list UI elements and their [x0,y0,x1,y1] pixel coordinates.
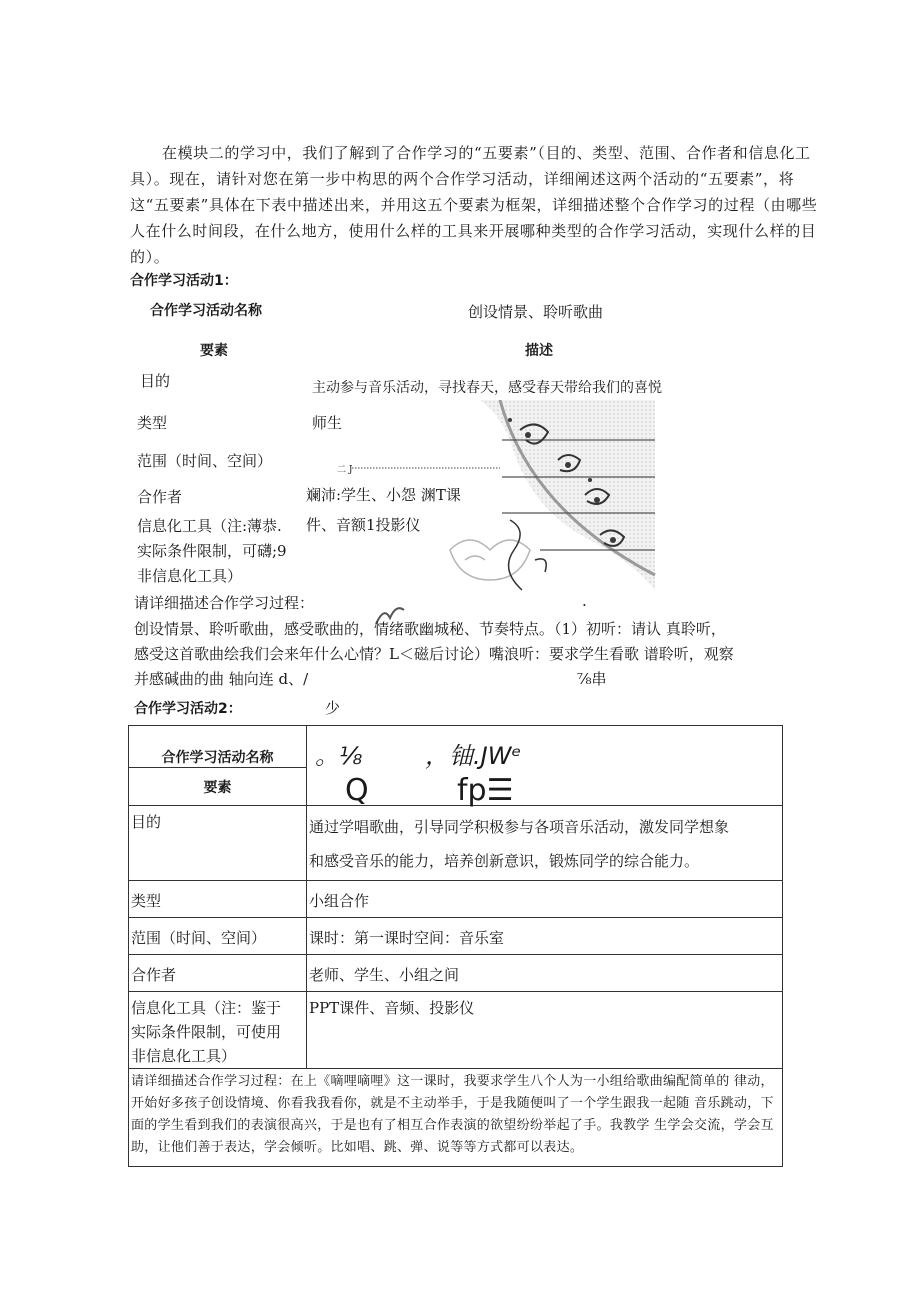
activity2-col-element: 要素 [203,779,232,796]
activity1-type-value: 师生 [312,414,343,432]
activity2-process-text: 请详细描述合作学习过程：在上《嘀哩嘀哩》这一课时，我要求学生八个人为一小组给歌曲编配简单的 律动，开始好多孩子创设情境、你看我我看你，就是不主动举手，于是我随便叫了一个学生跟我一起随 音乐跳动，下面的学生看到我们的表演很高兴，于是也有了相互合作表演的欲望纷纷举起了手。我教学 生学会交流，学会互助，让他们善于表达，学会倾听。比如唱、跳、弹、说等等方式都可以表达。 [129,1069,783,1167]
activity2-tools-label-3: 非信息化工具） [131,1047,237,1065]
activity2-name-value-b: ，铀.JWᵉ [425,742,522,770]
activity1-tools-value: 件、音额1投影仪 [306,516,421,534]
activity2-col-desc-a: Q [345,772,369,808]
activity1-purpose-label: 目的 [140,372,171,390]
activity2-scope-value: 课时：第一课时空间：音乐室 [307,918,783,955]
activity2-partner-row [129,955,783,992]
activity2-type-label: 类型 [129,881,307,918]
activity2-col-desc-cell [307,768,783,806]
intro-paragraph: 在模块二的学习中，我们了解到了合作学习的“五要素”（目的、类型、范围、合作者和信息化工具）。现在，请针对您在第一步中构思的两个合作学习活动，详细阐述这两个活动的“五要素”，将这“五要素”具体在下表中描述出来，并用这五个要素为框架，详细描述整个合作学习的过程（由哪些人在什么时间段，在什么地方，使用什么样的工具来开展哪种类型的合作学习活动，实现什么样的目的）。 [130,144,818,266]
activity1-name-value: 创设情景、聆听歌曲 [468,303,604,321]
activity1-scope-value: 二 J [337,465,353,475]
activity1-type-label: 类型 [137,414,168,432]
activity1-col-element: 要素 [200,343,228,359]
activity2-name-value-a: 。⅛ [315,742,363,770]
activity2-purpose-line1: 通过学唱歌曲，引导同学积极参与各项音乐活动，激发同学想象 [309,818,730,836]
activity1-col-desc: 描述 [525,343,553,359]
activity1-purpose-value: 主动参与音乐活动，寻找春天，感受春天带给我们的喜悦 [312,380,662,396]
activity2-process-row [129,1069,783,1167]
activity1-process-line2: 感受这首歌曲绘我们会来年什么心情？L＜磁后讨论）嘴浪听：要求学生看歌 谱聆听，观察 [134,645,734,663]
activity1-process-line1: 创设情景、聆听歌曲，感受歌曲的，情绪歌幽城秘、节奏特点。（1）初听：请认 真聆听， [134,620,726,638]
activity2-table [128,725,783,1167]
activity1-process-dot: . [582,592,587,610]
activity2-tools-value: PPT课件、音频、投影仪 [307,992,783,1069]
activity1-heading: 合作学习活动1： [130,273,238,289]
activity2-name-label: 合作学习活动名称 [161,749,274,766]
activity1-tools-label-1: 信息化工具（注:薄恭. [137,517,282,535]
activity2-name-row [129,726,783,768]
activity2-type-row [129,881,783,918]
activity2-partner-value: 老师、学生、小组之间 [307,955,783,992]
activity2-header-row [129,768,783,806]
activity2-col-element-cell [129,768,307,806]
activity2-name-label-cell [129,726,307,768]
activity1-partner-label: 合作者 [137,488,183,506]
activity2-purpose-cell [307,806,783,881]
activity2-col-desc-b: fp☰ [457,772,514,808]
activity2-purpose-line2: 和感受音乐的能力，培养创新意识，锻炼同学的综合能力。 [309,852,700,870]
activity1-tools-label-3: 非信息化工具） [137,567,243,585]
activity2-scope-row [129,918,783,955]
activity2-purpose-row [129,806,783,881]
activity1-partner-value: 斓沛:学生、小怨 渊T课 [306,486,461,504]
activity1-process-prompt: 请详细描述合作学习过程： [134,594,315,612]
activity2-heading: 合作学习活动2： [134,701,242,717]
activity1-name-label: 合作学习活动名称 [150,303,262,319]
activity2-purpose-label: 目的 [129,806,307,881]
activity2-type-value: 小组合作 [307,881,783,918]
activity2-tools-label-cell [129,992,307,1069]
activity1-scope-label: 范围（时间、空间） [137,452,273,470]
spring-music-illustration [440,400,660,610]
activity2-heading-mark: 少 [325,699,341,717]
activity2-tools-label-1: 信息化工具（注：鉴于 [131,999,282,1017]
activity1-process-line3-tail: ⅞串 [577,670,607,688]
activity2-tools-row [129,992,783,1069]
activity1-tools-label-2: 实际条件限制，可礴;9 [137,542,287,560]
activity2-tools-label-2: 实际条件限制，可使用 [131,1023,282,1041]
activity2-partner-label: 合作者 [129,955,307,992]
activity2-name-value-cell [307,726,783,768]
activity1-process-line3: 并感碱曲的曲 轴向连 d、/ [134,670,309,688]
activity2-scope-label: 范围（时间、空间） [129,918,307,955]
